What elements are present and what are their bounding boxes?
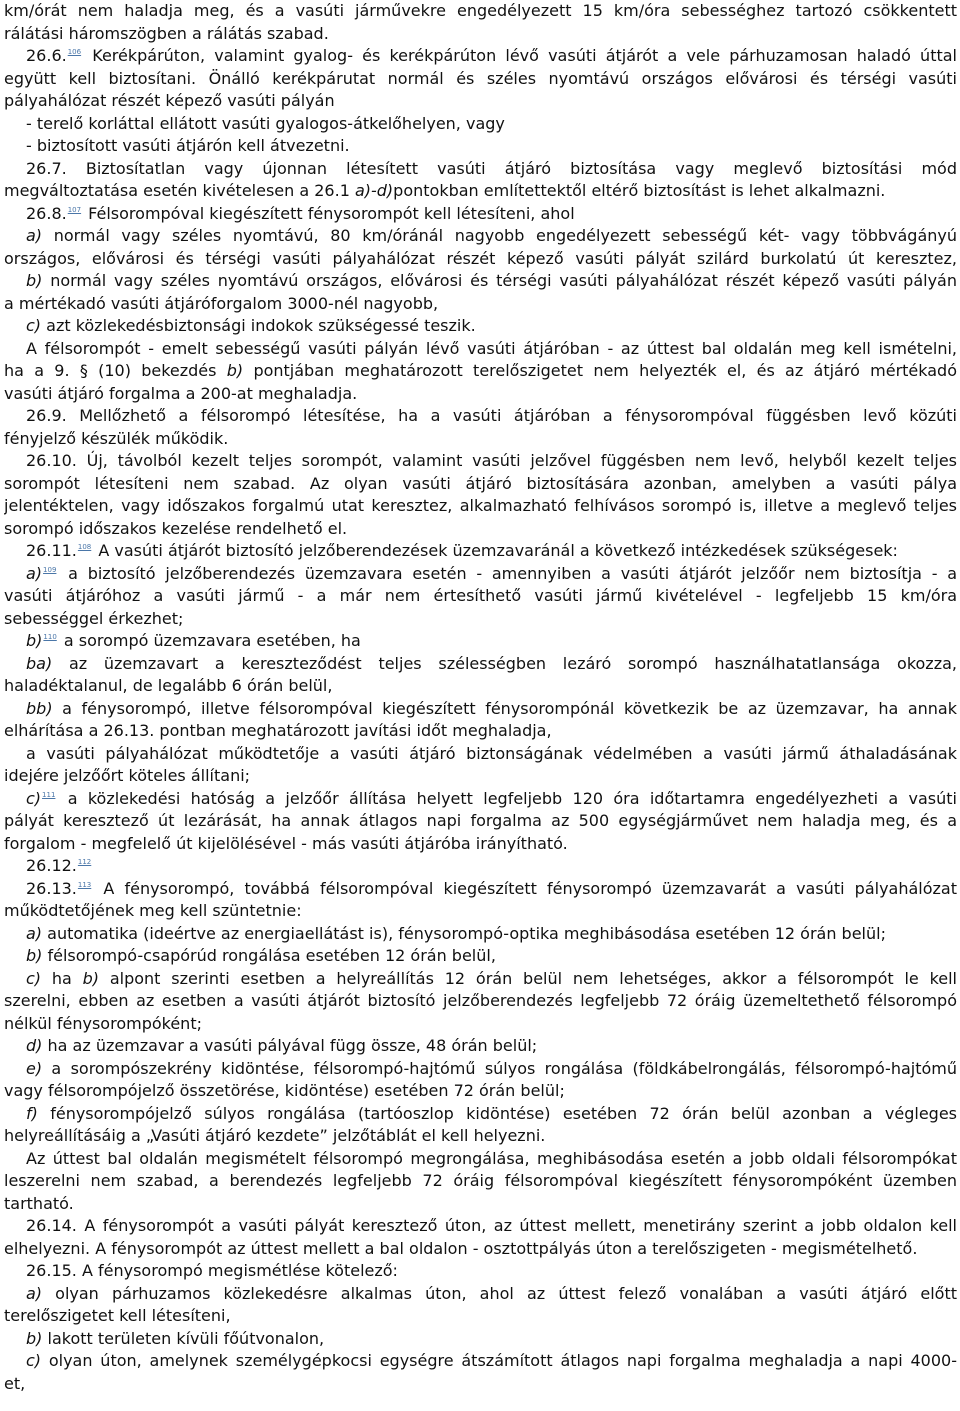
text-line [4,68,957,90]
text-segment: terelőszigetet kell létesíteni, [4,1306,231,1325]
text-segment: pontjában meghatározott terelőszigetet nem helyezték el, és az átjáró mértékadó [243,361,957,380]
text-line [4,563,957,585]
text-line [4,1103,957,1125]
text-segment: 26.6. [26,46,67,65]
italic-text: b) [26,271,43,290]
text-segment: a sorompószekrény kidöntése, félsorompó-hajtómű súlyos rongálása (földkábelrongálás, félsorompó-hajtómű [42,1058,957,1078]
text-line [4,315,957,337]
text-segment: normál vagy széles nyomtávú országos, elővárosi és térségi vasúti pályahálózat részét képező vasúti pályán [42,271,957,290]
text-segment: rálátási háromszögben a rálátás szabad. [4,23,329,43]
text-segment: tartható. [4,1193,74,1213]
text-segment: sorompó időszakos kezelése rendelhető el. [4,518,348,538]
text-segment: azt közlekedésbiztonsági indokok szükségessé teszik. [41,316,476,335]
text-segment: a közlekedési hatóság a jelzőőr állítása helyett legfeljebb 120 óra időtartamra engedélyezheti a vasúti [57,788,957,808]
text-line [4,788,957,810]
text-segment: fénysorompójelző súlyos rongálása (tartóoszlop kidöntése) esetében 72 órán belül azonban a végleges [37,1103,957,1123]
text-segment: idejére jelzőőrt köteles állítani; [4,766,251,785]
text-segment: olyan úton, amelynek személygépkocsi egységre átszámított átlagos napi forgalma meghaladja a napi 4000- [41,1351,957,1370]
text-line [4,675,957,697]
text-segment: pontokban említettektől eltérő biztosítást is lehet alkalmazni. [393,181,886,200]
italic-text: b) [82,968,100,988]
text-segment: elhárítása a 26.13. pontban meghatározott javítási időt meghaladja, [4,721,552,740]
text-segment: a fénysorompó, illetve félsorompóval kiegészített fénysorompónál következik be az üzemzavar, ha annak [52,698,957,718]
text-line [4,1013,957,1035]
text-segment: alpont szerinti esetben a helyreállítás 12 órán belül nem lehetséges, akkor a félsorompót le kell [99,968,957,988]
italic-text: a) [26,226,43,245]
text-line [4,608,957,630]
text-segment: pályahálózat részét képező vasúti pályán [4,91,335,110]
text-segment: a mértékadó vasúti átjáróforgalom 3000-nél nagyobb, [4,293,439,313]
text-line [4,810,957,832]
text-segment: sebességgel érkezhet; [4,608,184,628]
text-line [4,1193,957,1215]
text-line [4,1373,957,1395]
text-segment: 26.15. A fénysorompó megismétlése kötelező: [26,1261,398,1280]
text-line [4,450,957,472]
text-segment: Félsorompóval kiegészített fénysorompót kell létesíteni, ahol [83,203,575,223]
text-line [4,428,957,450]
italic-text: a) [26,923,43,943]
text-line [4,900,957,922]
text-line [4,0,957,22]
text-segment: 26.11. [26,541,77,560]
text-line [4,473,957,495]
text-segment: lakott területen kívüli főútvonalon, [42,1328,325,1348]
text-line [4,248,957,270]
italic-text: b) [26,631,43,650]
text-line [4,113,957,135]
text-line [4,833,957,855]
italic-text: b) [26,946,43,965]
text-line [4,405,957,427]
text-segment: - biztosított vasúti átjárón kell átvezetni. [26,136,350,155]
text-line [4,968,957,990]
text-segment: leszerelni nem szabad, a berendezés legfeljebb 72 óráig félsorompóval kiegészített fénysorompóként üzemben [4,1171,957,1190]
text-line [4,1350,957,1372]
text-segment: a biztosító jelzőberendezés üzemzavara esetén - amennyiben a vasúti átjárót jelzőőr nem biztosítja - a [58,563,957,583]
text-line [4,1305,957,1327]
footnote-link[interactable]: 112 [77,858,92,866]
italic-text: a) [26,1283,43,1303]
text-line [4,293,957,315]
text-line [4,383,957,405]
text-segment: 26.14. A fénysorompót a vasúti pályát keresztező úton, az úttest mellett, menetirány szerint a jobb oldalon kell [26,1216,957,1235]
italic-text: c) [26,316,42,335]
text-segment: et, [4,1373,26,1393]
italic-text: c) [26,1351,42,1370]
text-segment: 26.10. Új, távolból kezelt teljes sorompót, valamint vasúti jelzővel függésben nem levő, helyből kezelt teljes [26,451,957,470]
text-segment: országos, elővárosi és térségi vasúti pályahálózat részét képező vasúti pályát szilárd burkolatú út keresztez, [4,248,957,268]
text-line [4,990,957,1012]
text-line [4,1148,957,1170]
text-segment: az üzemzavart a kereszteződést teljes szélességben lezáró sorompó használhatatlansága okozza, [52,653,957,673]
text-segment: 26.9. Mellőzhető a félsorompó létesítése, ha a vasúti átjáróban a fénysorompóval függésben levő közúti [26,406,957,425]
italic-text: e) [26,1058,43,1078]
italic-text: a)-d) [354,181,394,200]
footnote-link[interactable]: 110 [43,633,57,641]
text-segment: megváltoztatása esetén kivételesen a 26.1 [4,181,355,200]
text-line [4,1170,957,1192]
text-segment: 26.8. [26,203,67,223]
text-line [4,90,957,112]
italic-text: d) [26,1036,43,1055]
text-segment: A félsorompót - emelt sebességű vasúti pályán lévő vasúti átjáróban - az úttest bal oldalán meg kell ismételni, [26,338,957,358]
text-segment: működtetőjének meg kell szüntetnie: [4,901,302,920]
text-line [4,923,957,945]
text-segment: ha a 9. § (10) bekezdés [4,361,227,380]
text-line [4,45,957,67]
italic-text: c) [26,968,42,988]
text-segment: forgalom - megfelelő út kijelölésével - más vasúti átjáróba irányítható. [4,833,568,853]
text-line [4,158,957,180]
italic-text: c) [26,788,42,808]
text-segment: vasúti átjáróhoz a vasúti jármű - a már nem értesíthető vasúti jármű kivételével - legfeljebb 15 km/óra [4,586,957,605]
italic-text: bb) [26,698,53,718]
italic-text: b) [226,361,244,380]
text-segment: haladéktalanul, de legalább 6 órán belül, [4,676,333,695]
text-line [4,270,957,292]
text-line [4,765,957,787]
italic-text: b) [26,1328,43,1348]
text-segment: A fénysorompó, továbbá félsorompóval kiegészített fénysorompó üzemzavarát a vasúti pályahálózat [93,878,957,898]
text-segment: szerelni, ebben az esetben a vasúti átjárót biztosító jelzőberendezés legfeljebb 72 óráig üzemeltethető félsorompó [4,991,957,1010]
text-segment: olyan párhuzamos közlekedésre alkalmas úton, ahol az úttest felező vonalában a vasúti átjáró előtt [42,1283,957,1303]
text-line [4,360,957,382]
italic-text: ba) [26,653,53,673]
text-line [4,1035,957,1057]
text-segment: Az úttest bal oldalán megismételt félsorompó megrongálása, meghibásodása esetén a jobb oldali félsorompókat [26,1148,957,1168]
text-segment: A vasúti átjárót biztosító jelzőberendezések üzemzavaránál a következő intézkedések szükségesek: [93,541,898,560]
text-line [4,23,957,45]
text-segment: sorompót létesíteni nem szabad. Az olyan vasúti átjáró biztosítására azonban, amelyben a vasúti pálya [4,473,957,493]
text-segment: félsorompó-csapórúd rongálása esetében 12 órán belül, [42,946,496,965]
text-segment: 26.12. [26,856,77,875]
text-line [4,1238,957,1260]
text-line [4,1328,957,1350]
text-segment: normál vagy széles nyomtávú, 80 km/óránál nagyobb engedélyezett sebességű két- vagy többvágányú [42,226,957,245]
footnote-link[interactable]: 106 [67,48,82,56]
text-line [4,1283,957,1305]
footnote-link[interactable]: 113 [77,880,92,889]
text-segment: a vasúti pályahálózat működtetője a vasúti átjáró biztonságának védelmében a vasúti jármű áthaladásának [26,743,957,763]
text-segment: automatika (ideértve az energiaellátást is), fénysorompó-optika meghibásodása esetében 12 órán belül; [42,923,886,943]
text-line [4,698,957,720]
text-line [4,1260,957,1282]
text-segment: - terelő korláttal ellátott vasúti gyalogos-átkelőhelyen, vagy [26,113,505,133]
text-segment: 26.13. [26,878,77,898]
italic-text: f) [26,1103,38,1123]
text-line [4,1058,957,1080]
text-line [4,945,957,967]
text-line [4,585,957,607]
italic-text: a) [26,563,43,583]
footnote-link[interactable]: 111 [42,790,56,799]
text-line [4,630,957,652]
text-line [4,338,957,360]
footnote-link[interactable]: 108 [77,543,92,551]
text-segment: vagy félsorompójelző összetörése, kidöntése) esetében 72 órán belül; [4,1081,565,1100]
text-line [4,135,957,157]
text-line [4,878,957,900]
text-segment: elhelyezni. A fénysorompót az úttest mellett a bal oldalon - osztottpályás úton a terelőszigeten - megismételhető. [4,1238,918,1258]
text-line [4,1215,957,1237]
text-line [4,495,957,517]
text-line [4,855,957,877]
text-segment: a sorompó üzemzavara esetében, ha [58,631,361,650]
text-segment: jelentéktelen, vagy időszakos forgalmú utat keresztez, alkalmazható felhívásos sorompó is, illetve a meglevő teljes [4,496,957,515]
text-segment: helyreállításáig a „Vasúti átjáró kezdete” jelzőtáblát el kell helyezni. [4,1126,546,1145]
text-segment: vasúti átjáró forgalma a 200-at meghaladja. [4,383,358,403]
text-line [4,540,957,562]
footnote-link[interactable]: 107 [67,205,82,214]
text-segment: fényjelző készülék működik. [4,428,229,448]
text-line [4,1080,957,1102]
text-line [4,653,957,675]
footnote-link[interactable]: 109 [43,565,57,574]
text-segment: nélkül fénysorompóként; [4,1013,202,1033]
text-line [4,180,957,202]
text-segment: együtt kell biztosítani. Önálló kerékpárutat normál és széles nyomtávú országos elővárosi és térségi vasúti [4,68,957,88]
text-line [4,720,957,742]
text-segment: ha az üzemzavar a vasúti pályával függ össze, 48 órán belül; [42,1036,538,1055]
text-line [4,743,957,765]
text-segment: km/órát nem haladja meg, és a vasúti járművekre engedélyezett 15 km/óra sebességhez tartozó csökkentett [4,1,957,20]
text-line [4,203,957,225]
text-line [4,1125,957,1147]
text-segment: 26.7. Biztosítatlan vagy újonnan létesített vasúti átjáró biztosítása vagy meglevő biztosítási mód [26,158,957,178]
text-segment: Kerékpárúton, valamint gyalog- és kerékpárúton lévő vasúti átjárót a vele párhuzamosan haladó úttal [83,46,957,65]
text-line [4,518,957,540]
text-line [4,225,957,247]
text-segment: pályát keresztező út lezárását, ha annak átlagos napi forgalma az 500 egységjárművet nem haladja meg, és a [4,811,957,830]
text-segment: ha [41,968,83,988]
